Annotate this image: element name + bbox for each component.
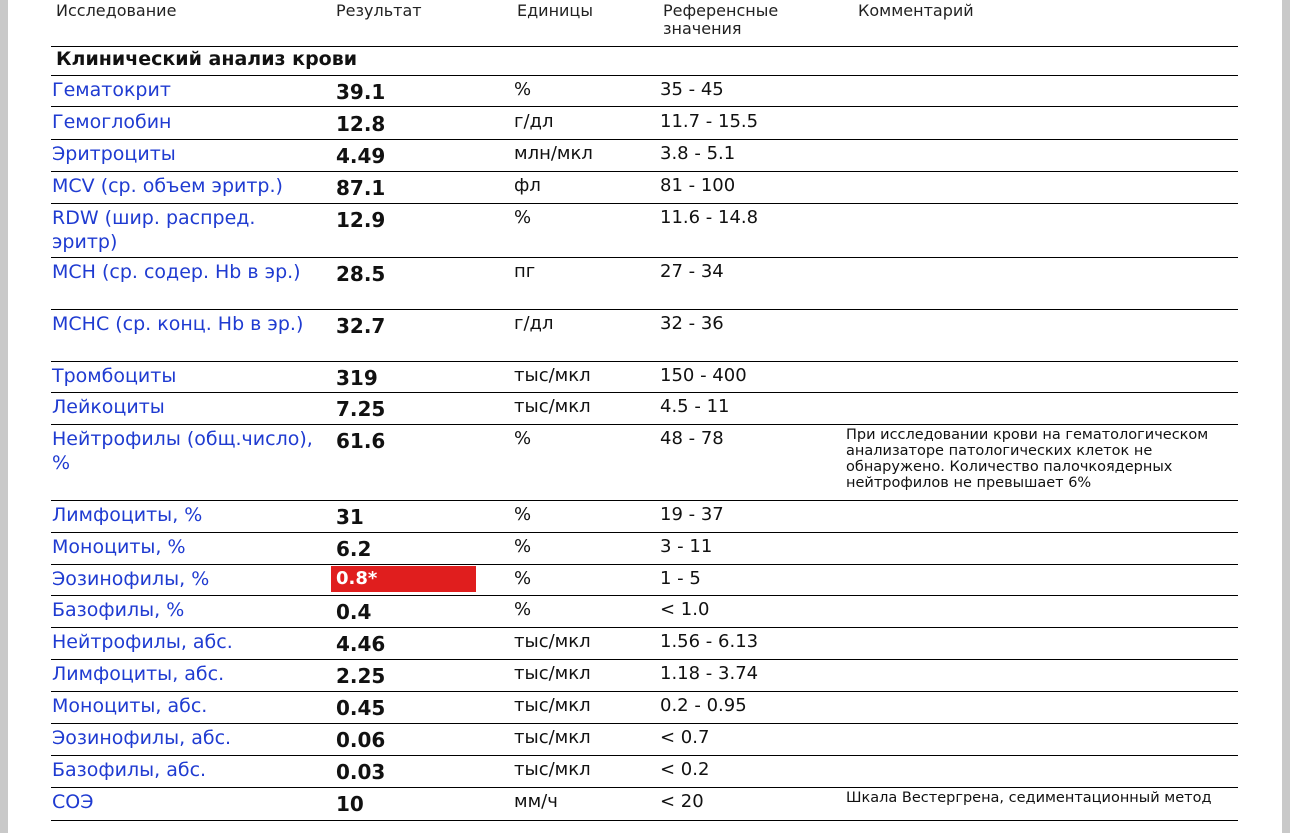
unit: % xyxy=(514,599,532,620)
table-header xyxy=(0,0,1290,46)
row-divider xyxy=(51,106,1238,107)
test-name: Лимфоциты, % xyxy=(52,504,203,526)
table-row xyxy=(0,425,1290,501)
header-units: Единицы xyxy=(517,1,593,20)
result-value: 2.25 xyxy=(336,664,386,688)
table-row xyxy=(0,756,1290,788)
table-row xyxy=(0,724,1290,756)
reference-range: 32 - 36 xyxy=(660,313,724,334)
result-value: 61.6 xyxy=(336,429,386,453)
table-row xyxy=(0,140,1290,172)
reference-range: 1.18 - 3.74 xyxy=(660,663,759,684)
header-study: Исследование xyxy=(56,1,177,20)
reference-range: 3 - 11 xyxy=(660,536,713,557)
test-name: Лейкоциты xyxy=(52,396,165,418)
unit: тыс/мкл xyxy=(514,727,591,748)
reference-range: < 1.0 xyxy=(660,599,710,620)
reference-range: 11.6 - 14.8 xyxy=(660,207,759,228)
result-value: 12.9 xyxy=(336,208,386,232)
reference-range: < 0.2 xyxy=(660,759,710,780)
header-result: Результат xyxy=(336,1,422,20)
test-name: Гемоглобин xyxy=(52,111,172,133)
table-row xyxy=(0,258,1290,310)
unit: % xyxy=(514,536,532,557)
table-row xyxy=(0,204,1290,258)
reference-range: 0.2 - 0.95 xyxy=(660,695,747,716)
test-name: Эозинофилы, % xyxy=(52,568,210,590)
table-row xyxy=(0,76,1290,107)
reference-range: 3.8 - 5.1 xyxy=(660,143,736,164)
test-name: Моноциты, % xyxy=(52,536,186,558)
row-divider xyxy=(51,820,1238,821)
comment: Шкала Вестергрена, седиментационный метод xyxy=(846,790,1212,806)
table-row xyxy=(0,310,1290,362)
table-row xyxy=(0,362,1290,393)
result-value: 39.1 xyxy=(336,80,386,104)
test-name: Моноциты, абс. xyxy=(52,695,208,717)
result-value: 0.06 xyxy=(336,728,386,752)
table-row xyxy=(0,596,1290,628)
header-reference-line2: значения xyxy=(663,19,742,38)
header-reference xyxy=(663,2,778,38)
result-value: 12.8 xyxy=(336,112,386,136)
header-comment: Комментарий xyxy=(858,1,974,20)
header-reference-line1: Референсные xyxy=(663,1,779,20)
table-row xyxy=(0,172,1290,204)
test-name: Лимфоциты, абс. xyxy=(52,663,225,685)
table-row xyxy=(0,628,1290,660)
test-name: Базофилы, % xyxy=(52,599,185,621)
reference-range: 4.5 - 11 xyxy=(660,396,730,417)
table-row xyxy=(0,660,1290,692)
unit: млн/мкл xyxy=(514,143,593,164)
unit: % xyxy=(514,428,532,449)
unit: тыс/мкл xyxy=(514,759,591,780)
section-title: Клинический анализ крови xyxy=(56,48,358,70)
reference-range: 1 - 5 xyxy=(660,568,701,589)
unit: % xyxy=(514,79,532,100)
reference-range: 1.56 - 6.13 xyxy=(660,631,759,652)
result-value: 0.03 xyxy=(336,760,386,784)
result-value: 10 xyxy=(336,792,364,816)
result-value: 32.7 xyxy=(336,314,386,338)
result-value: 7.25 xyxy=(336,397,386,421)
unit: г/дл xyxy=(514,313,554,334)
test-name: Эозинофилы, абс. xyxy=(52,727,232,749)
header-divider xyxy=(51,46,1238,47)
unit: тыс/мкл xyxy=(514,695,591,716)
table-row xyxy=(0,788,1290,821)
table-row xyxy=(0,393,1290,425)
test-name: Тромбоциты xyxy=(52,365,177,387)
test-name: Нейтрофилы (общ.число), % xyxy=(52,428,313,474)
reference-range: 35 - 45 xyxy=(660,79,724,100)
result-value: 4.49 xyxy=(336,144,386,168)
reference-range: 48 - 78 xyxy=(660,428,724,449)
result-value: 87.1 xyxy=(336,176,386,200)
table-row xyxy=(0,501,1290,533)
reference-range: 81 - 100 xyxy=(660,175,736,196)
test-name: СОЭ xyxy=(52,791,94,813)
test-name: RDW (шир. распред. эритр) xyxy=(52,207,256,253)
result-value: 4.46 xyxy=(336,632,386,656)
result-value: 0.4 xyxy=(336,600,372,624)
unit: тыс/мкл xyxy=(514,663,591,684)
reference-range: < 0.7 xyxy=(660,727,710,748)
reference-range: 150 - 400 xyxy=(660,365,747,386)
test-name: Эритроциты xyxy=(52,143,176,165)
unit: г/дл xyxy=(514,111,554,132)
test-name: MCH (ср. содер. Hb в эр.) xyxy=(52,261,301,283)
unit: % xyxy=(514,207,532,228)
table-row xyxy=(0,565,1290,596)
unit: фл xyxy=(514,175,541,196)
result-value: 6.2 xyxy=(336,537,372,561)
reference-range: 19 - 37 xyxy=(660,504,724,525)
table-row xyxy=(0,108,1290,140)
unit: тыс/мкл xyxy=(514,396,591,417)
unit: % xyxy=(514,504,532,525)
unit: % xyxy=(514,568,532,589)
unit: тыс/мкл xyxy=(514,631,591,652)
test-name: MCHC (ср. конц. Hb в эр.) xyxy=(52,313,304,335)
result-value: 319 xyxy=(336,366,378,390)
result-value-flagged: 0.8* xyxy=(331,566,476,592)
reference-range: 27 - 34 xyxy=(660,261,724,282)
reference-range: < 20 xyxy=(660,791,704,812)
unit: мм/ч xyxy=(514,791,558,812)
reference-range: 11.7 - 15.5 xyxy=(660,111,759,132)
unit: тыс/мкл xyxy=(514,365,591,386)
test-name: Гематокрит xyxy=(52,79,171,101)
result-value: 28.5 xyxy=(336,262,386,286)
test-name: Нейтрофилы, абс. xyxy=(52,631,233,653)
table-row xyxy=(0,533,1290,565)
comment: При исследовании крови на гематологическом анализаторе патологических клеток не обнаружено. Количество палочкоядерных нейтрофилов не превышает 6% xyxy=(846,427,1209,491)
table-row xyxy=(0,692,1290,724)
test-name: MCV (ср. объем эритр.) xyxy=(52,175,283,197)
result-value: 0.45 xyxy=(336,696,386,720)
unit: пг xyxy=(514,261,536,282)
test-name: Базофилы, абс. xyxy=(52,759,207,781)
result-value: 31 xyxy=(336,505,364,529)
